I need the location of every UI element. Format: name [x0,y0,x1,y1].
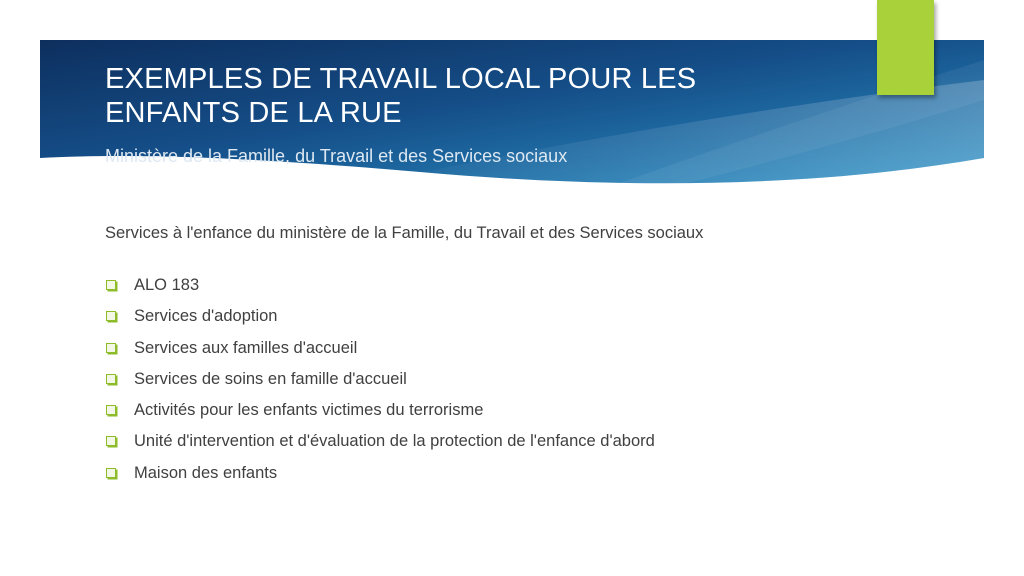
list-item-text: Unité d'intervention et d'évaluation de la protection de l'enfance d'abord [134,432,655,451]
intro-text: Services à l'enfance du ministère de la Famille, du Travail et des Services sociaux [105,224,704,242]
hollow-square-bullet-icon [106,374,116,384]
list-item [105,337,655,368]
list-item [105,399,655,430]
hollow-square-bullet-icon [106,311,116,321]
list-item-text: Activités pour les enfants victimes du terrorisme [134,401,484,420]
slide-title [105,62,845,130]
list-item [105,274,655,305]
list-item-text: Services d'adoption [134,307,278,326]
accent-tab [877,0,934,95]
list-item-text: ALO 183 [134,276,200,294]
list-item-text: Services de soins en famille d'accueil [134,369,407,388]
list-item [105,462,655,493]
list-item-text: Services aux familles d'accueil [134,338,358,357]
hollow-square-bullet-icon [106,280,116,290]
slide-title-line-1: EXEMPLES DE TRAVAIL LOCAL POUR LES [105,63,697,95]
hollow-square-bullet-icon [106,343,116,353]
slide-subtitle: Ministère de la Famille, du Travail et des Services sociaux [105,146,568,166]
hollow-square-bullet-icon [106,468,116,478]
list-item [105,430,655,461]
slide-title-line-2: ENFANTS DE LA RUE [105,97,402,129]
list-item [105,368,655,399]
bullet-list [105,274,655,493]
hollow-square-bullet-icon [106,405,116,415]
list-item-text: Maison des enfants [134,463,278,482]
list-item [105,305,655,336]
hollow-square-bullet-icon [106,436,116,446]
